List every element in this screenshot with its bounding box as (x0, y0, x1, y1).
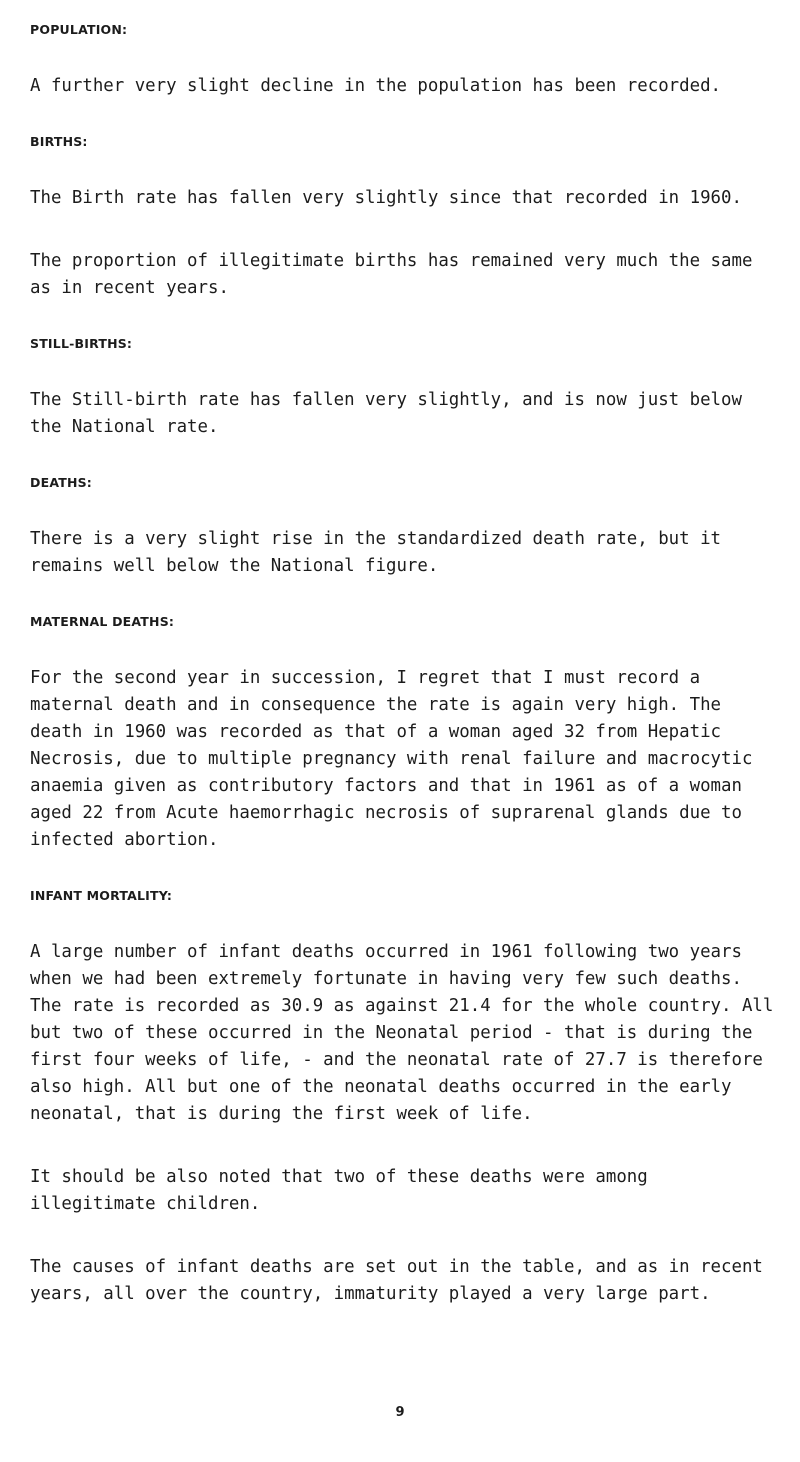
paragraph: For the second year in succession, I regret that I must record a maternal death and in consequence the rate is again very high. The death in 1960 was recorded as that of a woman aged 32 from Hepatic Necrosis, due to multiple pregnancy with renal failure and macrocytic anaemia given as contributory factors and that in 1961 as of a woman aged 22 from Acute haemorrhagic necrosis of suprarenal glands due to infected abortion. (30, 668, 753, 850)
paragraph: The Still-birth rate has fallen very slightly, and is now just below the National rate. (30, 390, 742, 437)
section-infant-mortality (30, 888, 775, 1308)
heading-deaths: DEATHS: (30, 475, 93, 490)
paragraph: There is a very slight rise in the standardized death rate, but it remains well below the National figure. (30, 529, 722, 576)
paragraph: A further very slight decline in the population has been recorded. (30, 76, 722, 96)
section-deaths (30, 475, 775, 580)
section-maternal-deaths (30, 614, 775, 854)
paragraph: The causes of infant deaths are set out in the table, and as in recent years, all over the country, immaturity played a very large part. (30, 1257, 763, 1304)
heading-still-births: STILL-BIRTHS: (30, 336, 133, 351)
document-page (30, 22, 775, 1308)
section-births (30, 134, 775, 302)
paragraph: A large number of infant deaths occurred in 1961 following two years when we had been extremely fortunate in having very few such deaths. The rate is recorded as 30.9 as against 21.4 for the whole country. All but two of these occurred in the Neonatal period - that is during the first four weeks of life, - and the neonatal rate of 27.7 is therefore also high. All but one of the neonatal deaths occurred in the early neonatal, that is during the first week of life. (30, 942, 774, 1124)
heading-infant-mortality: INFANT MORTALITY: (30, 888, 173, 903)
paragraph: The Birth rate has fallen very slightly since that recorded in 1960. (30, 188, 742, 208)
paragraph: The proportion of illegitimate births has remained very much the same as in recent years. (30, 251, 753, 298)
section-population (30, 22, 775, 100)
page-number: 9 (395, 1405, 405, 1420)
heading-births: BIRTHS: (30, 134, 88, 149)
section-still-births (30, 336, 775, 441)
heading-maternal-deaths: MATERNAL DEATHS: (30, 614, 175, 629)
paragraph: It should be also noted that two of these deaths were among illegitimate children. (30, 1167, 648, 1214)
heading-population: POPULATION: (30, 22, 128, 37)
